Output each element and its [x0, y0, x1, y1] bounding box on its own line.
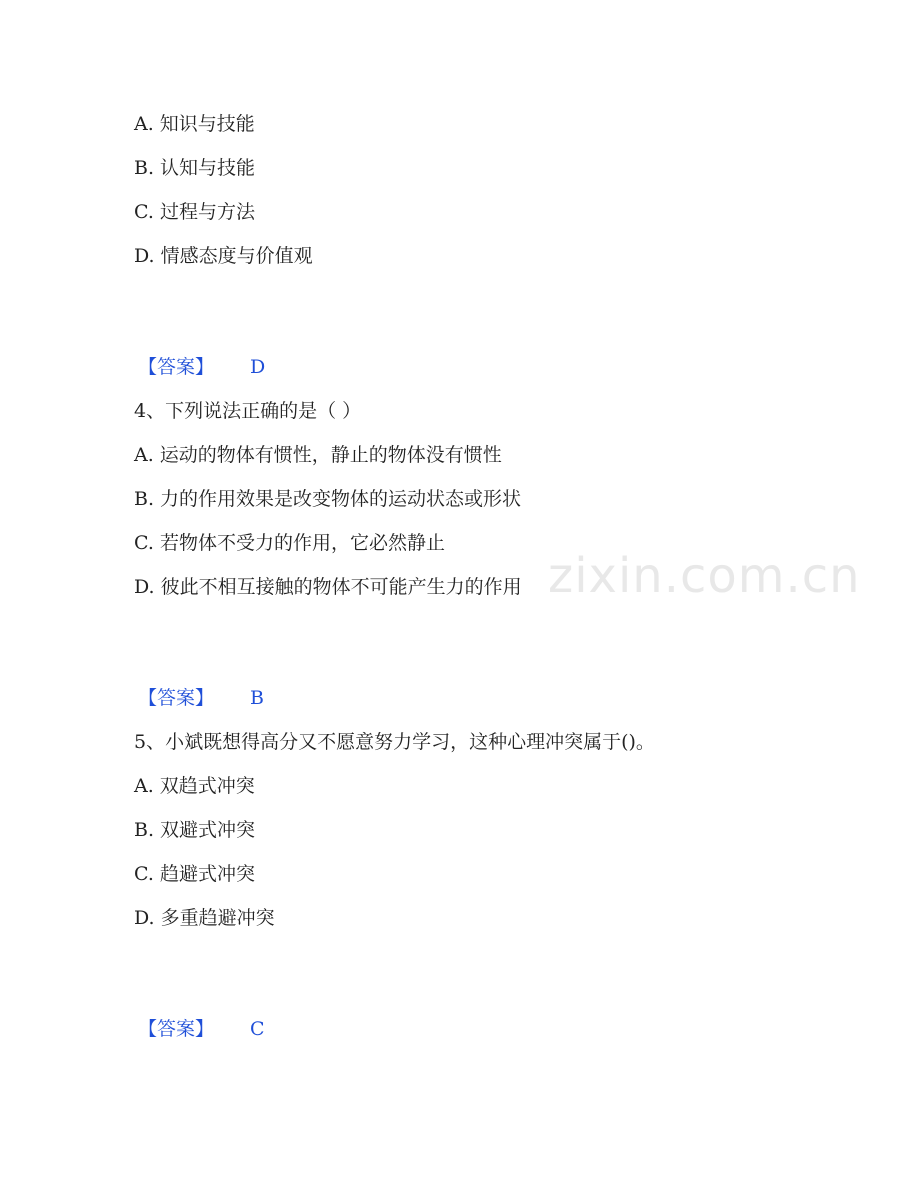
q5-option-d: D. 多重趋避冲突: [134, 907, 275, 929]
q4-question: 4、下列说法正确的是（ ）: [134, 400, 362, 422]
answer-value: D: [250, 356, 266, 378]
q5-option-c: C. 趋避式冲突: [134, 863, 255, 885]
q3-option-b: B. 认知与技能: [134, 157, 256, 179]
q5-option-b: B. 双避式冲突: [134, 819, 256, 841]
answer-value: B: [250, 687, 264, 709]
q5-question: 5、小斌既想得高分又不愿意努力学习，这种心理冲突属于()。: [134, 731, 655, 753]
q4-option-d: D. 彼此不相互接触的物体不可能产生力的作用: [134, 576, 522, 598]
q4-answer: [138, 685, 264, 711]
q4-option-a: A. 运动的物体有惯性，静止的物体没有惯性: [134, 444, 502, 466]
q3-option-a: A. 知识与技能: [134, 113, 255, 135]
watermark: zixin.com.cn: [548, 548, 861, 604]
answer-label: 【答案】: [138, 1018, 215, 1040]
q4-option-c: C. 若物体不受力的作用，它必然静止: [134, 532, 445, 554]
answer-label: 【答案】: [138, 356, 215, 378]
q3-answer: [138, 354, 266, 380]
q4-option-b: B. 力的作用效果是改变物体的运动状态或形状: [134, 488, 522, 510]
q3-option-c: C. 过程与方法: [134, 201, 255, 223]
q3-option-d: D. 情感态度与价值观: [134, 245, 313, 267]
q5-answer: [138, 1016, 265, 1042]
answer-label: 【答案】: [138, 687, 215, 709]
answer-value: C: [250, 1018, 265, 1040]
q5-option-a: A. 双趋式冲突: [134, 775, 255, 797]
